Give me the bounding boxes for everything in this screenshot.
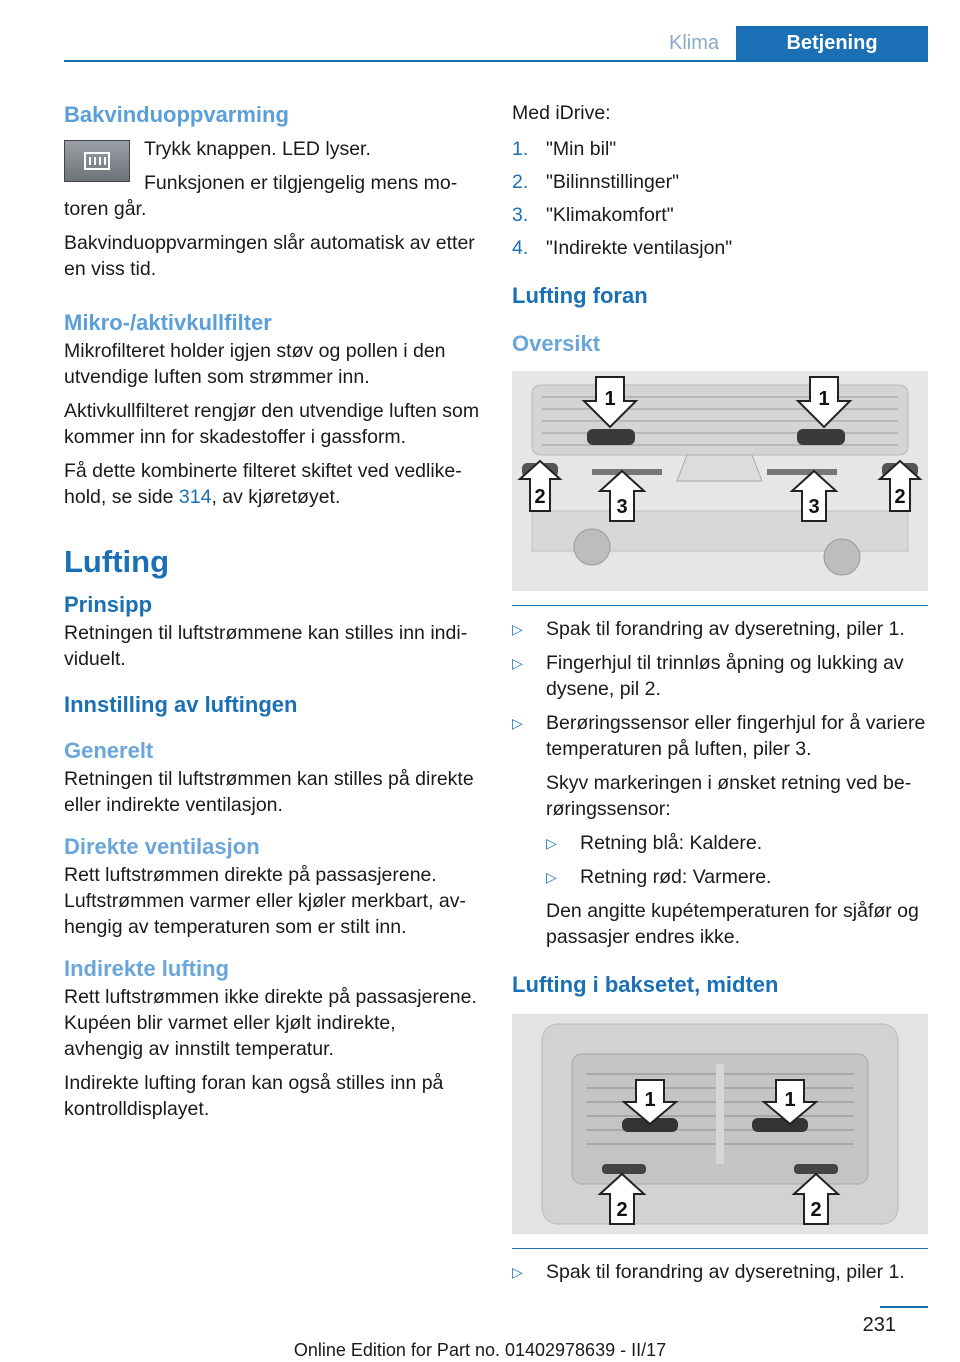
step-text: "Indirekte ventilasjon" [546, 237, 733, 259]
rear-vent-bullets [512, 1259, 928, 1285]
text-trykk: Trykk knappen. LED lyser. [144, 138, 371, 160]
right-column [512, 100, 928, 1293]
bullet-text: Fingerhjul til trinnløs åpning og lukking av dysene, pil 2. [546, 652, 904, 700]
list-item [546, 864, 928, 890]
heading-prinsipp: Prinsipp [64, 592, 153, 617]
rear-vents-figure [512, 1014, 928, 1234]
bullet-text: Spak til forandring av dyseretning, piler 1. [546, 1261, 905, 1283]
sub-bullets [546, 830, 928, 890]
tab-klima[interactable]: Klima [668, 32, 719, 54]
list-item [512, 650, 928, 702]
heading-innstilling: Innstilling av luftingen [64, 692, 298, 717]
page-link-314[interactable]: 314 [178, 486, 212, 508]
step-number: 3. [512, 204, 529, 226]
list-item [512, 616, 928, 642]
front-vents-illustration [512, 371, 928, 591]
list-item [512, 1259, 928, 1285]
text-mikro2: Aktivkullfilteret rengjør den utvendige luften som kommer inn for skadestoffer i gassform. [64, 400, 480, 448]
triangle-bullet-icon: ▷ [512, 655, 523, 671]
step-number: 1. [512, 138, 529, 160]
fig1-label-3b: 3 [808, 496, 820, 518]
left-column [64, 100, 480, 1130]
step-item [512, 202, 928, 228]
heading-baksete: Lufting i baksetet, midten [512, 972, 779, 997]
fig2-label-2b: 2 [810, 1199, 822, 1221]
heading-generelt: Generelt [64, 738, 154, 763]
text-funksjon: Funksjonen er tilgjengelig mens motoren går. [64, 172, 458, 220]
footer-rule [880, 1306, 928, 1308]
heading-mikro: Mikro-/aktivkullfilter [64, 310, 272, 335]
text-generelt: Retningen til luftstrømmen kan stilles på direkte eller indirekte ventilasjon. [64, 768, 474, 816]
text-indirekte2: Indirekte lufting foran kan også stilles inn på kontrolldisplayet. [64, 1072, 444, 1120]
text-mikro3 [64, 458, 480, 510]
heading-oversikt: Oversikt [512, 331, 601, 356]
step-text: "Klimakomfort" [546, 204, 674, 226]
step-number: 4. [512, 237, 529, 259]
text-mikro1: Mikrofilteret holder igjen støv og pollen i den utvendige luften som strømmer inn. [64, 340, 446, 388]
fig1-label-3a: 3 [616, 496, 628, 518]
step-item [512, 169, 928, 195]
fig2-label-2a: 2 [616, 1199, 628, 1221]
triangle-bullet-icon: ▷ [512, 715, 523, 731]
list-item [512, 710, 928, 950]
fig1-label-1a: 1 [604, 388, 616, 410]
text-direkte: Rett luftstrømmen direkte på passasjerene. Luftstrømmen varmer eller kjøler merkbart, avhengig av temperaturen som er stilt inn. [64, 864, 466, 938]
triangle-bullet-icon: ▷ [512, 1264, 523, 1280]
divider [512, 605, 928, 606]
step-text: "Min bil" [546, 138, 617, 160]
fig1-label-2a: 2 [534, 486, 546, 508]
front-vent-bullets [512, 616, 928, 950]
fig2-label-1b: 1 [784, 1089, 796, 1111]
text-prinsipp: Retningen til luftstrømmene kan stilles inn individuelt. [64, 622, 468, 670]
text-bakvindu-auto: Bakvinduoppvarmingen slår automatisk av etter en viss tid. [64, 232, 475, 280]
text-indirekte1: Rett luftstrømmen ikke direkte på passasjerene. Kupéen blir varmet eller kjølt indirekte, avhengig av innstilt temperatur. [64, 986, 477, 1060]
heading-direkte: Direkte ventilasjon [64, 834, 260, 859]
bullet-text: Retning blå: Kaldere. [580, 832, 763, 854]
text-angitte: Den angitte kupétemperaturen for sjåfør og passasjer endres ikke. [546, 900, 919, 948]
rear-defrost-icon [82, 150, 112, 172]
heading-lufting: Lufting [64, 544, 170, 579]
rear-vents-illustration [512, 1014, 928, 1234]
step-item [512, 235, 928, 261]
page-number: 231 [862, 1314, 896, 1336]
step-text: "Bilinnstillinger" [546, 171, 680, 193]
fig1-label-1b: 1 [818, 388, 830, 410]
triangle-bullet-icon: ▷ [512, 621, 523, 637]
text-mikro3-a: Få dette kombinerte filteret skiftet ved vedlikehold, se side [64, 460, 462, 508]
rear-defrost-button-image [64, 140, 130, 182]
front-vents-figure [512, 371, 928, 591]
triangle-bullet-icon: ▷ [546, 869, 557, 885]
heading-lufting-foran: Lufting foran [512, 283, 648, 308]
heading-indirekte: Indirekte lufting [64, 956, 229, 981]
bullet-text: Retning rød: Varmere. [580, 866, 772, 888]
heading-bakvindu: Bakvinduoppvarming [64, 102, 289, 127]
divider [512, 1248, 928, 1249]
edition-footer: Online Edition for Part no. 01402978639 - II/17 [293, 1340, 667, 1360]
fig1-label-2b: 2 [894, 486, 906, 508]
list-item [546, 830, 928, 856]
triangle-bullet-icon: ▷ [546, 835, 557, 851]
text-idrive: Med iDrive: [512, 102, 611, 124]
bullet-text: Berøringssensor eller fingerhjul for å variere temperaturen på luften, piler 3. [546, 712, 926, 760]
text-skyv: Skyv markeringen i ønsket retning ved berøringssensor: [546, 772, 912, 820]
idrive-steps [512, 136, 928, 261]
step-number: 2. [512, 171, 529, 193]
tab-betjening[interactable]: Betjening [736, 26, 928, 62]
bullet-text: Spak til forandring av dyseretning, piler 1. [546, 618, 905, 640]
fig2-label-1a: 1 [644, 1089, 656, 1111]
step-item [512, 136, 928, 162]
text-mikro3-b: , av kjøretøyet. [211, 486, 341, 508]
